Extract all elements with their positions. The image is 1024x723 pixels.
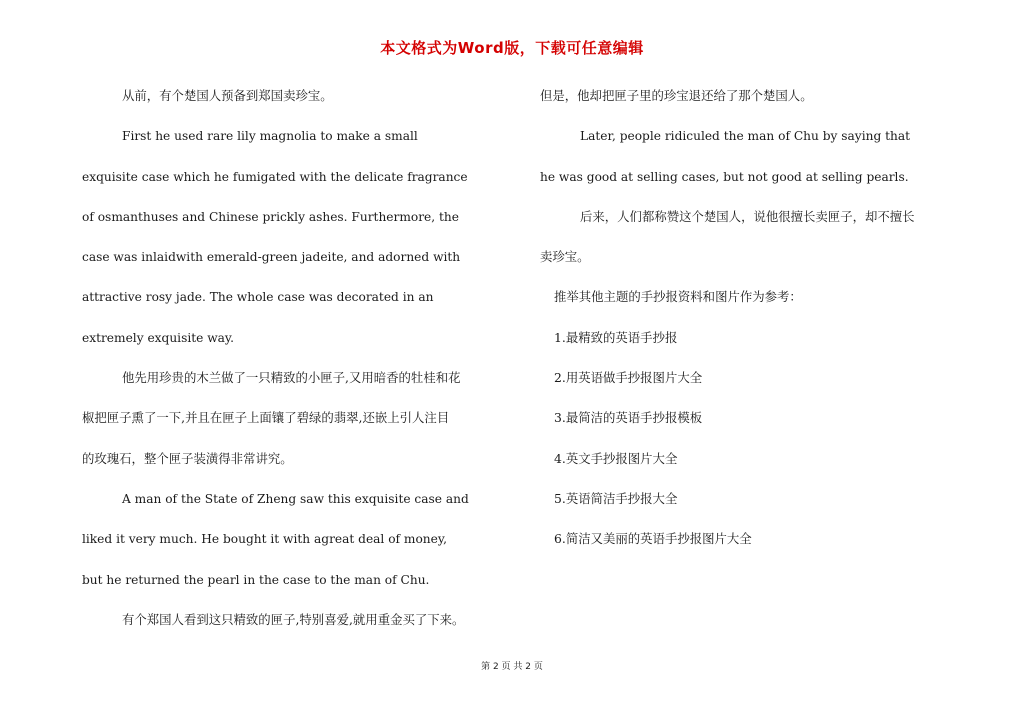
text-line: 的玫瑰石，整个匣子装潢得非常讲究。: [82, 450, 293, 466]
text-line: A man of the State of Zheng saw this exquisite case and: [122, 491, 469, 506]
document-header-title: 本文格式为Word版，下载可任意编辑: [380, 39, 644, 57]
text-line: liked it very much. He bought it with agreat deal of money,: [82, 532, 448, 547]
list-item: 2.用英语做手抄报图片大全: [554, 370, 703, 386]
text-line: but he returned the pearl in the case to the man of Chu.: [82, 572, 430, 587]
list-item: 4.英文手抄报图片大全: [554, 450, 678, 466]
text-line: 但是，他却把匣子里的珍宝退还给了那个楚国人。: [540, 88, 813, 103]
text-line: 推举其他主题的手抄报资料和图片作为参考：: [554, 289, 802, 305]
text-line: 卖珍宝。: [540, 249, 590, 265]
text-line: attractive rosy jade. The whole case was decorated in an: [82, 290, 434, 305]
text-line: exquisite case which he fumigated with the delicate fragrance: [82, 169, 468, 184]
text-line: Later, people ridiculed the man of Chu by saying that: [580, 129, 911, 144]
text-line: 他先用珍贵的木兰做了一只精致的小匣子,又用暗香的牡桂和花: [122, 370, 461, 386]
left-text-column: [82, 76, 506, 640]
text-line: 椒把匣子熏了一下,并且在匣子上面镶了碧绿的翡翠,还嵌上引人注目: [82, 410, 450, 426]
text-line: he was good at selling cases, but not good at selling pearls.: [540, 169, 909, 184]
list-item: 3.最简洁的英语手抄报模板: [554, 410, 703, 426]
list-item: 6.简洁又美丽的英语手抄报图片大全: [554, 531, 752, 547]
page-number-footer: 第 2 页 共 2 页: [481, 662, 543, 672]
text-line: 后来，人们都称赞这个楚国人，说他很擅长卖匣子，却不擅长: [580, 208, 915, 224]
list-item: 1.最精致的英语手抄报: [554, 329, 678, 345]
text-line: extremely exquisite way.: [82, 330, 235, 345]
text-line: First he used rare lily magnolia to make a small: [122, 129, 418, 144]
text-line: 从前，有个楚国人预备到郑国卖珍宝。: [122, 88, 333, 103]
list-item: 5.英语简洁手抄报大全: [554, 490, 678, 506]
right-text-column: [540, 76, 964, 560]
text-line: 有个郑国人看到这只精致的匣子,特别喜爱,就用重金买了下来。: [122, 611, 465, 627]
text-line: of osmanthuses and Chinese prickly ashes. Furthermore, the: [82, 209, 459, 224]
text-line: case was inlaidwith emerald-green jadeite, and adorned with: [82, 250, 461, 265]
